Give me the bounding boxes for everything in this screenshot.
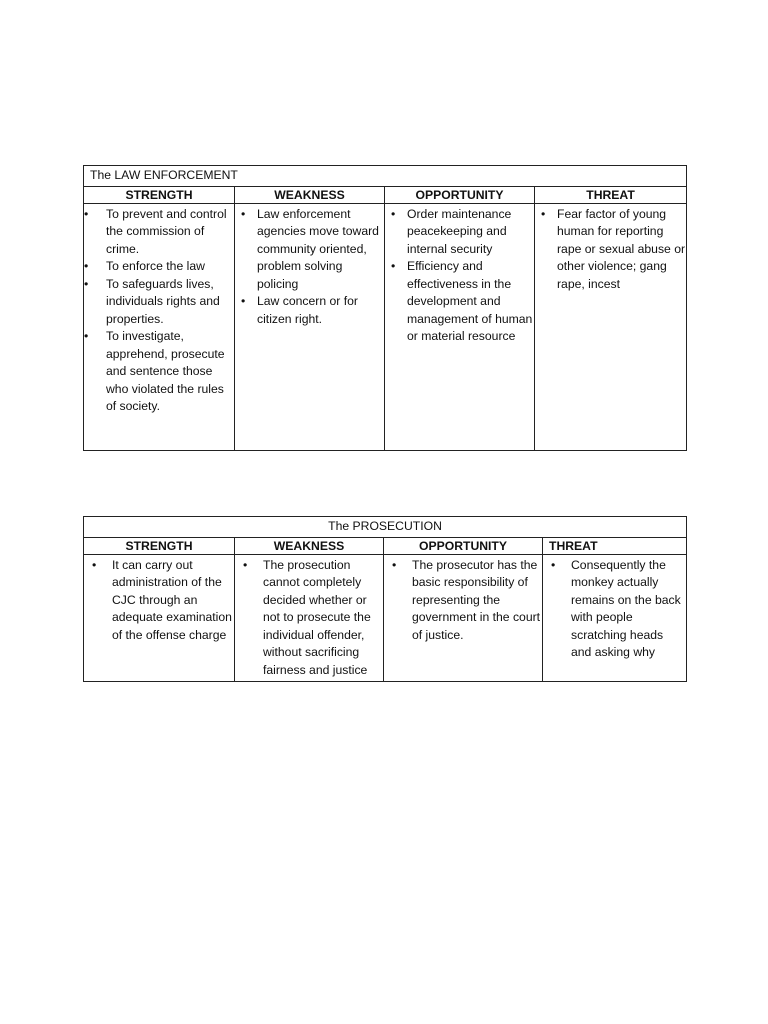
threat-cell [543,554,687,682]
table-title: The PROSECUTION [84,517,687,538]
list-item: • The prosecution cannot completely decided whether or not to prosecute the individual offender, without sacrificing fairness and justice [235,557,383,680]
list-item: • To prevent and control the commission of crime. [84,206,234,259]
weakness-cell [235,554,384,682]
list-item: • To safeguards lives, individuals rights and properties. [84,276,234,329]
list-item: • Law concern or for citizen right. [235,293,384,328]
opportunity-list [385,204,534,348]
list-item: • Efficiency and effectiveness in the development and management of human or material resource [385,258,534,346]
list-item: • To enforce the law [84,258,234,276]
threat-list [535,204,686,296]
strength-list [84,555,234,647]
header-opportunity: OPPORTUNITY [385,186,535,203]
header-opportunity: OPPORTUNITY [384,537,543,554]
header-weakness: WEAKNESS [235,537,384,554]
opportunity-cell [385,203,535,450]
strength-cell [84,554,235,682]
header-strength: STRENGTH [84,537,235,554]
list-item: • Fear factor of young human for reporting rape or sexual abuse or other violence; gang rape, incest [535,206,686,294]
header-threat: THREAT [543,537,687,554]
list-item: • The prosecutor has the basic responsibility of representing the government in the court of justice. [384,557,542,645]
opportunity-cell [384,554,543,682]
list-item: • To investigate, apprehend, prosecute and sentence those who violated the rules of society. [84,328,234,416]
header-weakness: WEAKNESS [235,186,385,203]
weakness-cell [235,203,385,450]
list-item: • Law enforcement agencies move toward community oriented, problem solving policing [235,206,384,294]
weakness-list [235,555,383,682]
threat-cell [535,203,687,450]
strength-cell [84,203,235,450]
strength-list [84,204,234,418]
weakness-list [235,204,384,331]
header-threat: THREAT [535,186,687,203]
table-title: The LAW ENFORCEMENT [84,166,687,187]
header-strength: STRENGTH [84,186,235,203]
opportunity-list [384,555,542,647]
list-item: • Order maintenance peacekeeping and internal security [385,206,534,259]
law-enforcement-swot-table [83,165,687,451]
list-item: • It can carry out administration of the CJC through an adequate examination of the offense charge [84,557,234,645]
list-item: • Consequently the monkey actually remains on the back with people scratching heads and asking why [543,557,686,662]
threat-list [543,555,686,664]
prosecution-swot-table [83,516,687,682]
